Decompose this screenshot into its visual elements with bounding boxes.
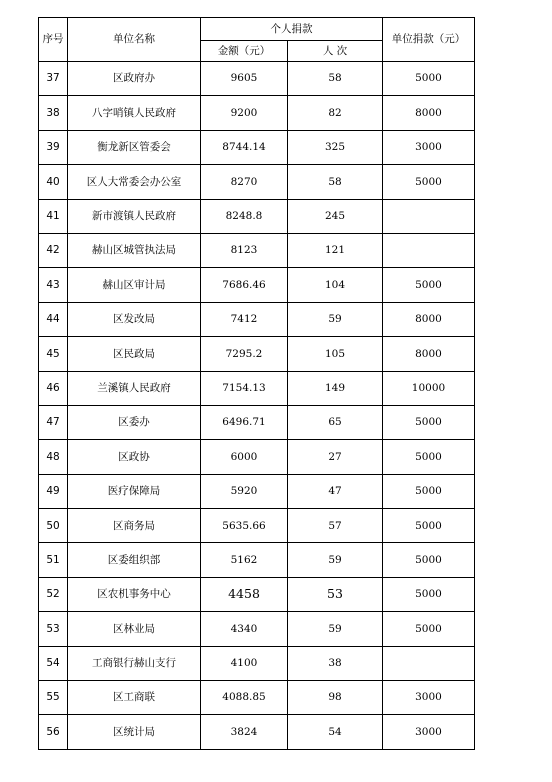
- row-unit-donation: [383, 199, 475, 233]
- row-unit-donation: 5000: [383, 543, 475, 577]
- row-count: 59: [288, 302, 383, 336]
- row-seq: 55: [39, 681, 68, 715]
- row-count: 325: [288, 130, 383, 164]
- row-count: 57: [288, 509, 383, 543]
- table-row: [39, 440, 475, 474]
- row-amount: 5920: [201, 474, 288, 508]
- table-row: [39, 268, 475, 302]
- row-count: 58: [288, 62, 383, 96]
- table-row: [39, 165, 475, 199]
- row-unit-donation: 3000: [383, 130, 475, 164]
- row-amount: 3824: [201, 715, 288, 749]
- row-seq: 44: [39, 302, 68, 336]
- table-row: [39, 715, 475, 749]
- row-amount: 4340: [201, 612, 288, 646]
- row-unit-donation: 3000: [383, 715, 475, 749]
- table-body: [39, 62, 475, 750]
- row-unit-name: 区委办: [68, 405, 201, 439]
- row-seq: 51: [39, 543, 68, 577]
- row-count: 105: [288, 337, 383, 371]
- row-count: 149: [288, 371, 383, 405]
- row-unit-donation: [383, 646, 475, 680]
- row-unit-name: 衡龙新区管委会: [68, 130, 201, 164]
- row-unit-name: 兰溪镇人民政府: [68, 371, 201, 405]
- row-amount: 5162: [201, 543, 288, 577]
- table-row: [39, 474, 475, 508]
- row-count: 245: [288, 199, 383, 233]
- table-row: [39, 337, 475, 371]
- row-unit-name: 区商务局: [68, 509, 201, 543]
- table-row: [39, 646, 475, 680]
- table-row: [39, 371, 475, 405]
- row-unit-donation: 10000: [383, 371, 475, 405]
- row-count: 98: [288, 681, 383, 715]
- row-seq: 43: [39, 268, 68, 302]
- header-count: 人 次: [288, 41, 383, 62]
- row-unit-donation: 8000: [383, 337, 475, 371]
- row-seq: 52: [39, 577, 68, 611]
- table-row: [39, 681, 475, 715]
- row-amount: 8270: [201, 165, 288, 199]
- row-unit-name: 赫山区审计局: [68, 268, 201, 302]
- row-seq: 46: [39, 371, 68, 405]
- row-seq: 38: [39, 96, 68, 130]
- row-amount: 9200: [201, 96, 288, 130]
- row-unit-name: 区政协: [68, 440, 201, 474]
- header-seq: 序号: [39, 18, 68, 62]
- row-count: 121: [288, 233, 383, 267]
- table-row: [39, 62, 475, 96]
- row-amount: 7295.2: [201, 337, 288, 371]
- row-amount: 4100: [201, 646, 288, 680]
- row-unit-name: 区林业局: [68, 612, 201, 646]
- table-row: [39, 199, 475, 233]
- row-count: 65: [288, 405, 383, 439]
- row-count: 59: [288, 543, 383, 577]
- row-unit-donation: 5000: [383, 474, 475, 508]
- row-seq: 41: [39, 199, 68, 233]
- row-seq: 56: [39, 715, 68, 749]
- row-seq: 50: [39, 509, 68, 543]
- row-amount: 8123: [201, 233, 288, 267]
- row-amount: 7412: [201, 302, 288, 336]
- table-row: [39, 612, 475, 646]
- row-amount: 4088.85: [201, 681, 288, 715]
- row-seq: 42: [39, 233, 68, 267]
- row-count: 59: [288, 612, 383, 646]
- row-count: 38: [288, 646, 383, 680]
- row-unit-donation: [383, 233, 475, 267]
- row-amount: 4458: [201, 577, 288, 611]
- donation-table: [38, 17, 475, 750]
- header-unit-name: 单位名称: [68, 18, 201, 62]
- row-seq: 40: [39, 165, 68, 199]
- row-unit-name: 八字哨镇人民政府: [68, 96, 201, 130]
- row-unit-name: 区工商联: [68, 681, 201, 715]
- row-amount: 8248.8: [201, 199, 288, 233]
- row-count: 53: [288, 577, 383, 611]
- row-unit-name: 赫山区城管执法局: [68, 233, 201, 267]
- row-unit-name: 工商银行赫山支行: [68, 646, 201, 680]
- row-amount: 8744.14: [201, 130, 288, 164]
- row-count: 54: [288, 715, 383, 749]
- row-seq: 45: [39, 337, 68, 371]
- row-count: 47: [288, 474, 383, 508]
- row-unit-name: 新市渡镇人民政府: [68, 199, 201, 233]
- row-unit-donation: 5000: [383, 577, 475, 611]
- row-unit-donation: 5000: [383, 509, 475, 543]
- row-unit-name: 区政府办: [68, 62, 201, 96]
- table-row: [39, 96, 475, 130]
- row-count: 104: [288, 268, 383, 302]
- header-row: [39, 18, 475, 41]
- row-seq: 54: [39, 646, 68, 680]
- row-unit-donation: 8000: [383, 96, 475, 130]
- row-amount: 6000: [201, 440, 288, 474]
- table-row: [39, 302, 475, 336]
- row-amount: 7154.13: [201, 371, 288, 405]
- row-amount: 9605: [201, 62, 288, 96]
- table-row: [39, 130, 475, 164]
- row-amount: 5635.66: [201, 509, 288, 543]
- header-unit-donation: 单位捐款（元）: [383, 18, 475, 62]
- row-unit-donation: 5000: [383, 612, 475, 646]
- header-amount: 金额（元）: [201, 41, 288, 62]
- row-unit-donation: 8000: [383, 302, 475, 336]
- row-unit-donation: 3000: [383, 681, 475, 715]
- row-unit-donation: 5000: [383, 405, 475, 439]
- row-unit-name: 区发改局: [68, 302, 201, 336]
- row-amount: 7686.46: [201, 268, 288, 302]
- row-unit-name: 区委组织部: [68, 543, 201, 577]
- row-unit-donation: 5000: [383, 165, 475, 199]
- row-seq: 39: [39, 130, 68, 164]
- table-row: [39, 577, 475, 611]
- table-row: [39, 543, 475, 577]
- row-unit-name: 医疗保障局: [68, 474, 201, 508]
- row-seq: 47: [39, 405, 68, 439]
- row-unit-name: 区农机事务中心: [68, 577, 201, 611]
- row-unit-name: 区民政局: [68, 337, 201, 371]
- row-amount: 6496.71: [201, 405, 288, 439]
- row-count: 82: [288, 96, 383, 130]
- row-unit-name: 区人大常委会办公室: [68, 165, 201, 199]
- row-seq: 53: [39, 612, 68, 646]
- row-unit-name: 区统计局: [68, 715, 201, 749]
- row-count: 58: [288, 165, 383, 199]
- row-seq: 48: [39, 440, 68, 474]
- table-row: [39, 405, 475, 439]
- table-row: [39, 509, 475, 543]
- row-unit-donation: 5000: [383, 268, 475, 302]
- row-unit-donation: 5000: [383, 440, 475, 474]
- header-personal-donation: 个人捐款: [201, 18, 383, 41]
- row-seq: 49: [39, 474, 68, 508]
- row-unit-donation: 5000: [383, 62, 475, 96]
- row-seq: 37: [39, 62, 68, 96]
- row-count: 27: [288, 440, 383, 474]
- table-row: [39, 233, 475, 267]
